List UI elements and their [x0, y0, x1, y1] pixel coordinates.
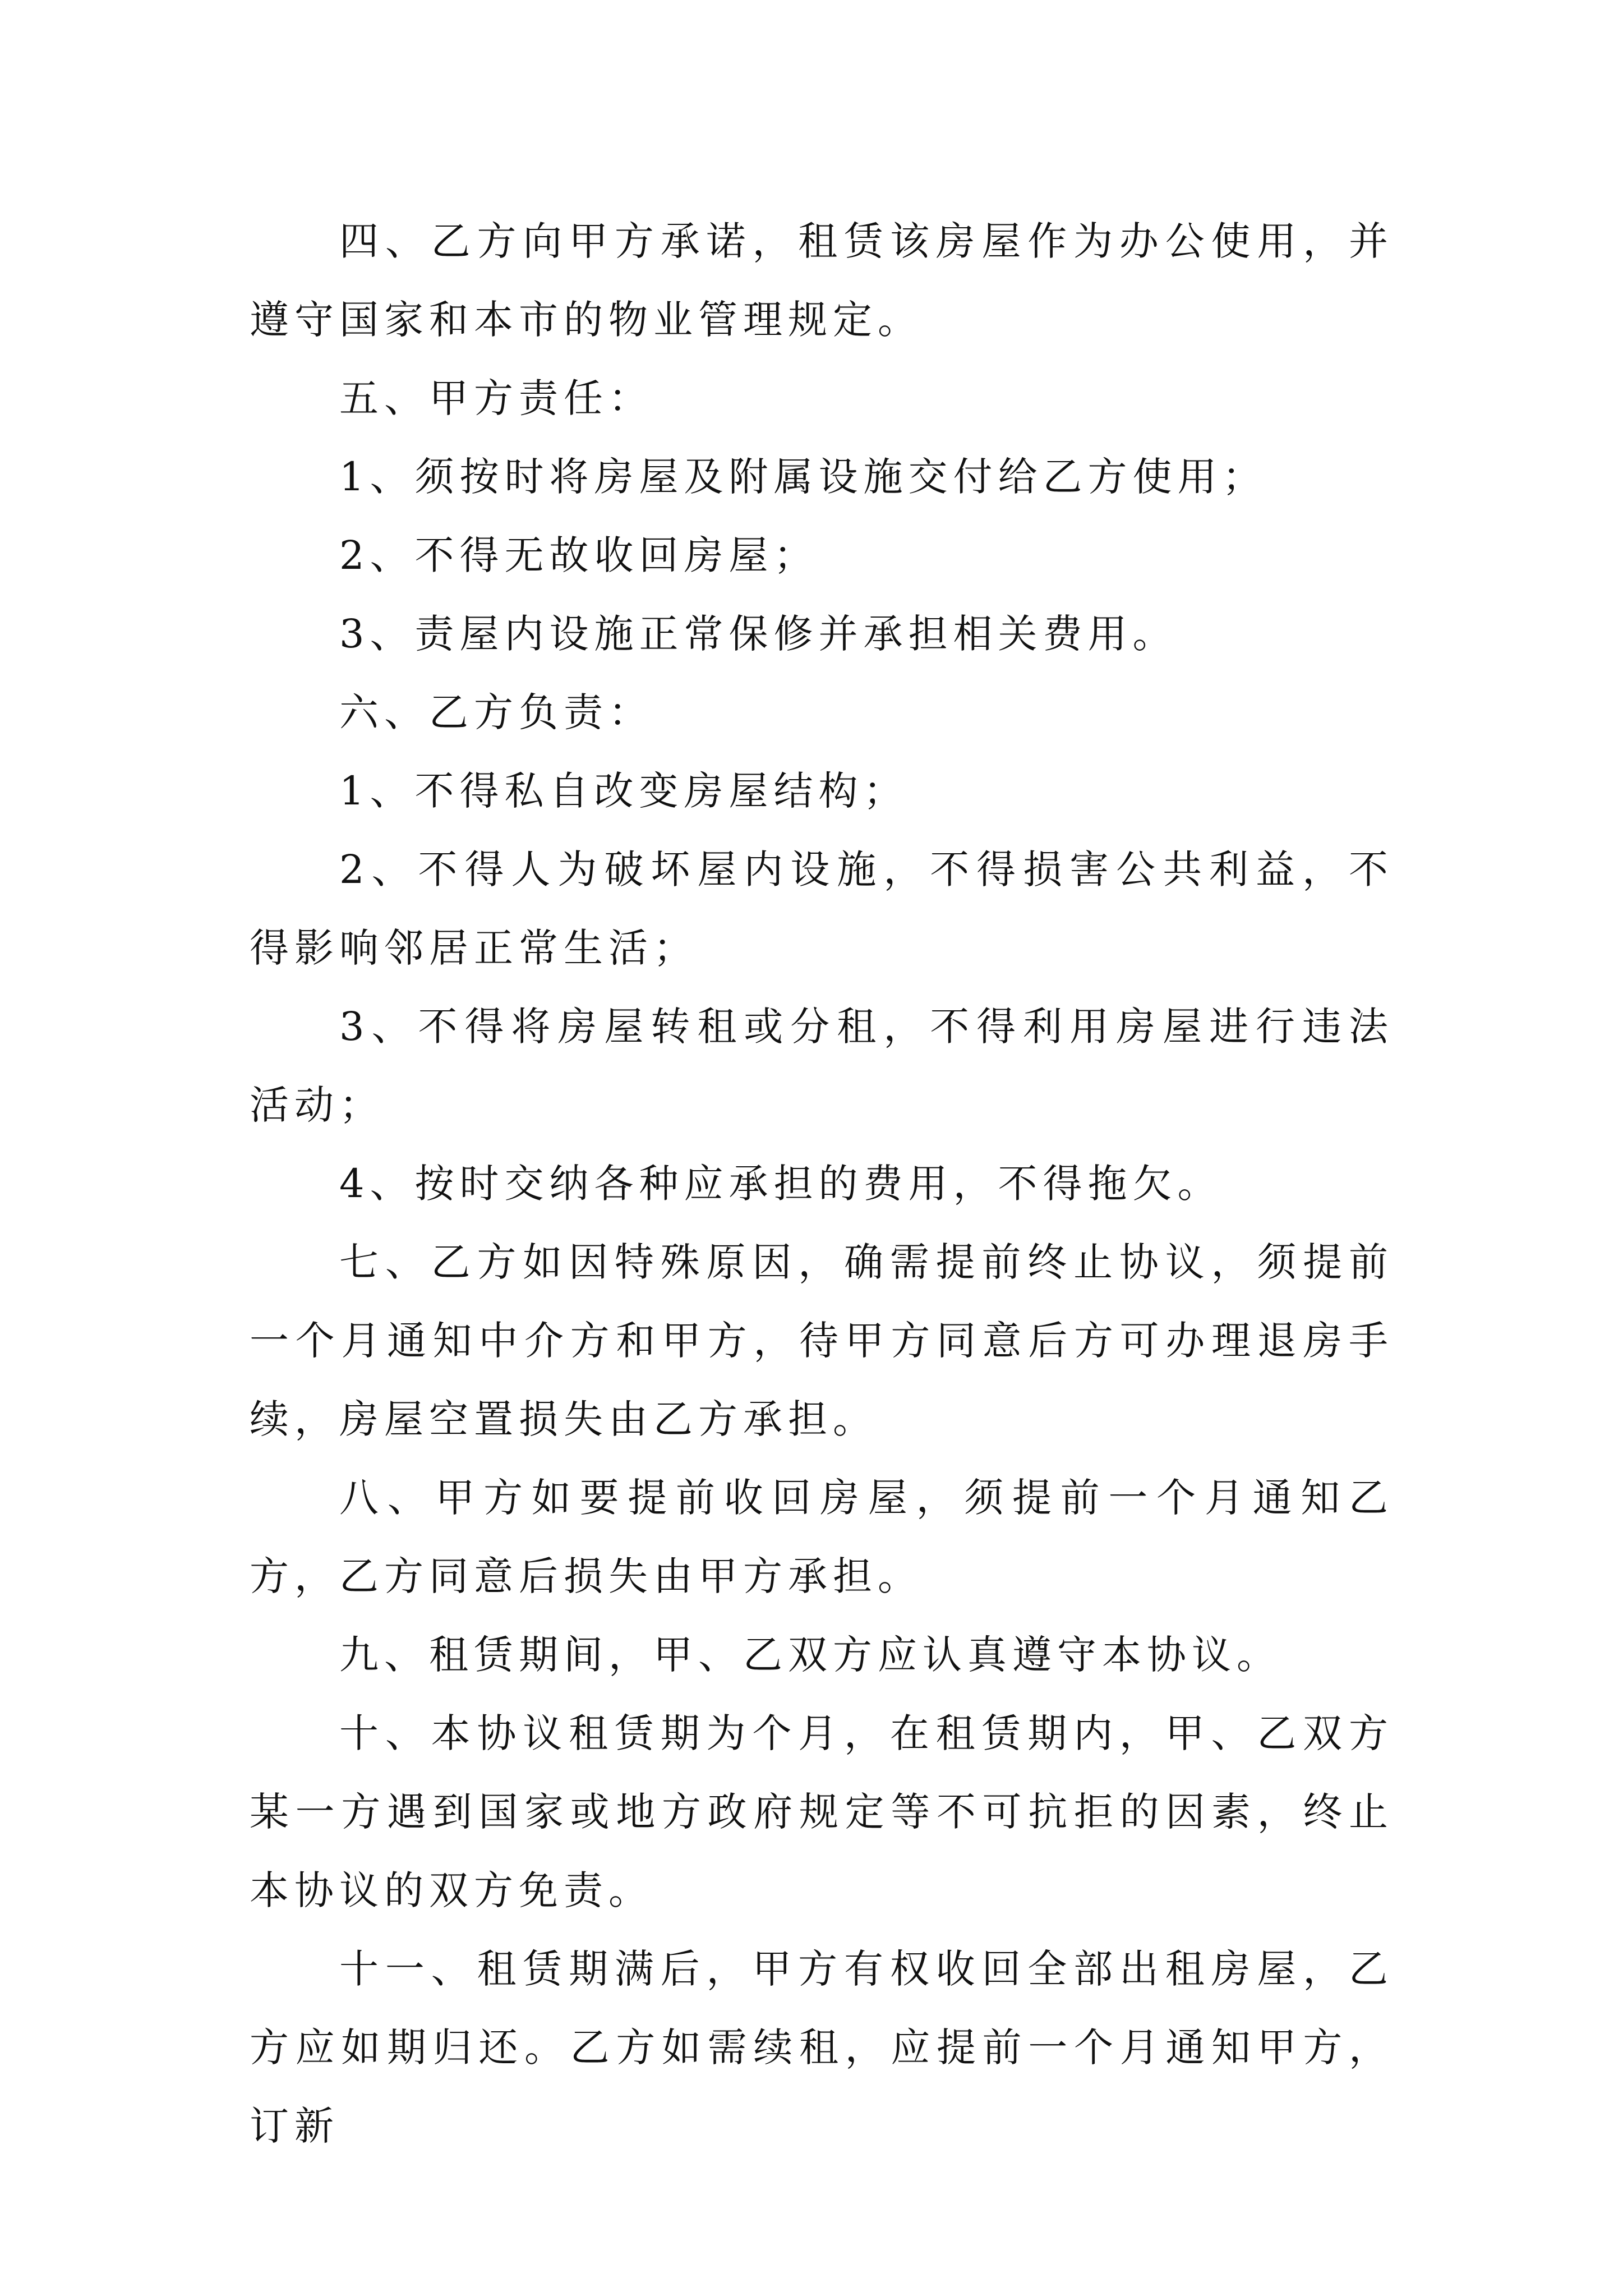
clause-10: 十、本协议租赁期为个月，在租赁期内，甲、乙双方某一方遇到国家或地方政府规定等不可抗拒的因素，终止本协议的双方免责。	[250, 1710, 1394, 1913]
clause-5-item-3: 3、责屋内设施正常保修并承担相关费用。	[339, 611, 1178, 657]
clause-5-item-2: 2、不得无故收回房屋；	[339, 532, 819, 578]
clause-6-item-2: 2、不得人为破坏屋内设施，不得损害公共利益，不得影响邻居正常生活；	[250, 846, 1394, 971]
clause-5-heading: 五、甲方责任：	[339, 375, 653, 421]
clause-8: 八、甲方如要提前收回房屋，须提前一个月通知乙方，乙方同意后损失由甲方承担。	[250, 1475, 1394, 1599]
document-body	[250, 202, 1394, 2165]
clause-6-item-1: 1、不得私自改变房屋结构；	[339, 768, 909, 814]
clause-7: 七、乙方如因特殊原因，确需提前终止协议，须提前一个月通知中介方和甲方，待甲方同意后方可办理退房手续，房屋空置损失由乙方承担。	[250, 1239, 1394, 1442]
clause-6-heading: 六、乙方负责：	[339, 689, 653, 735]
clause-9: 九、租赁期间，甲、乙双方应认真遵守本协议。	[339, 1632, 1281, 1678]
clause-5-item-1: 1、须按时将房屋及附属设施交付给乙方使用；	[339, 454, 1267, 500]
clause-6-item-4: 4、按时交纳各种应承担的费用，不得拖欠。	[339, 1161, 1223, 1207]
clause-4: 四、乙方向甲方承诺，租赁该房屋作为办公使用，并遵守国家和本市的物业管理规定。	[250, 218, 1394, 343]
clause-11: 十一、租赁期满后，甲方有权收回全部出租房屋，乙方应如期归还。乙方如需续租，应提前一个月通知甲方，订新	[250, 1946, 1394, 2149]
clause-6-item-3: 3、不得将房屋转租或分租，不得利用房屋进行违法活动；	[250, 1004, 1394, 1128]
